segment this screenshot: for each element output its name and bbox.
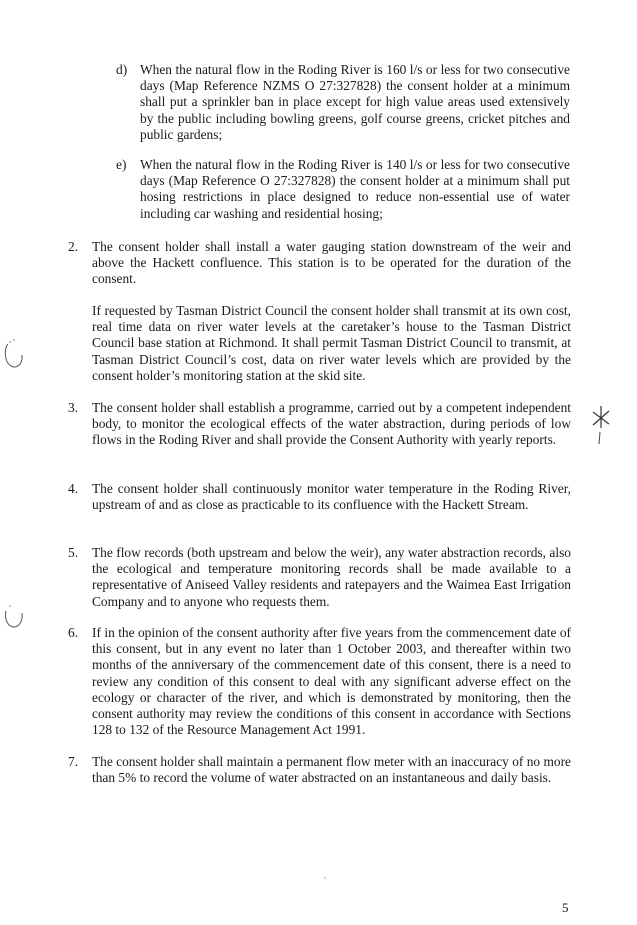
condition-marker-6: 6. (68, 625, 79, 640)
condition-marker-7: 7. (68, 754, 79, 769)
scan-speck-icon (322, 875, 328, 881)
margin-asterisk-mark-icon (588, 400, 614, 448)
condition-text-7: The consent holder shall maintain a permanent flow meter with an inaccuracy of no more than 5% to record the volume of water abstracted on an instantaneous and daily basis. (92, 754, 571, 786)
condition-text-3: The consent holder shall establish a programme, carried out by a competent independent body, to monitor the ecological effects of the water abstraction, during periods of low flows in the Roding River and shall provide the Consent Authority with yearly reports. (92, 400, 571, 448)
condition-marker-2: 2. (68, 239, 79, 254)
condition-text-5: The flow records (both upstream and below the weir), any water abstraction records, also the ecological and temperature monitoring records shall be made available to a representative of Aniseed Valley residents and ratepayers and the Waimea East Irrigation Company and to anyone who requests them. (92, 545, 571, 609)
condition-2 (68, 239, 571, 288)
condition-text-6: If in the opinion of the consent authority after five years from the commencement date of this consent, but in any event no later than 1 October 2003, and thereafter within two months of the anniversary of the commencement date of this consent, there is a need to review any condition of this consent to deal with any significant adverse effect on the ecology or character of the river, and which is demonstrated by monitoring, then the consent authority may review the conditions of this consent in accordance with Sections 128 to 132 of the Resource Management Act 1991. (92, 625, 571, 738)
page-number: 5 (562, 900, 569, 915)
condition-item-e (118, 157, 570, 222)
condition-text-4: The consent holder shall continuously monitor water temperature in the Roding River, upstream of and as close as practicable to its confluence with the Hackett Stream. (92, 481, 571, 513)
condition-marker-3: 3. (68, 400, 79, 415)
condition-marker-4: 4. (68, 481, 79, 496)
condition-5 (68, 545, 571, 610)
item-text-e: When the natural flow in the Roding River is 140 l/s or less for two consecutive days (Map Reference O 27:327828) the consent holder at a minimum shall put hosing restrictions in place designed to reduce non-essential use of water including car washing and residential hosing; (140, 157, 570, 221)
item-text-d: When the natural flow in the Roding River is 160 l/s or less for two consecutive days (Map Reference NZMS O 27:327828) the consent holder at a minimum shall put a sprinkler ban in place except for high value areas used extensively by the public including bowling greens, golf course greens, cricket pitches and public gardens; (140, 62, 570, 142)
item-marker-e: e) (116, 157, 127, 172)
condition-4 (68, 481, 571, 513)
condition-3 (68, 400, 571, 449)
condition-item-d (118, 62, 570, 143)
margin-hook-mark-icon (2, 603, 26, 631)
condition-marker-5: 5. (68, 545, 79, 560)
condition-6 (68, 625, 571, 738)
condition-text-2: The consent holder shall install a water gauging station downstream of the weir and above the Hackett confluence. This station is to be operated for the duration of the consent. (92, 239, 571, 287)
condition-7 (68, 754, 571, 786)
item-marker-d: d) (116, 62, 128, 77)
margin-circle-mark-icon (2, 338, 26, 372)
condition-2-paragraph: If requested by Tasman District Council the consent holder shall transmit at its own cost, real time data on river water levels at the caretaker’s house to the Tasman District Council base station at Richmond. It shall permit Tasman District Council to transmit, at Tasman District Council’s cost, data on river water levels which are provided by the consent holder’s monitoring station at the skid site. (92, 303, 571, 383)
